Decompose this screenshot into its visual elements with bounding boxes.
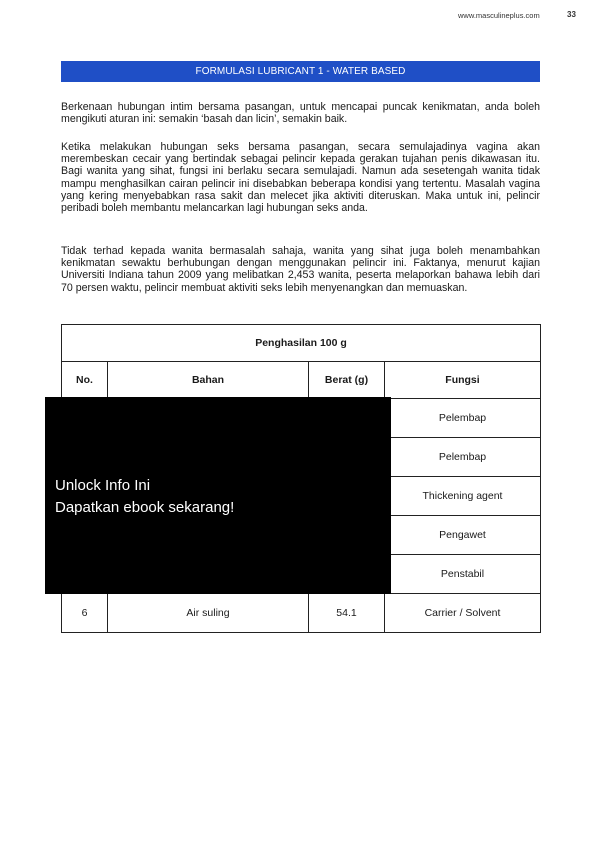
cell-fungsi: Penstabil xyxy=(385,555,541,594)
cell-fungsi: Thickening agent xyxy=(385,477,541,516)
cell-fungsi: Pengawet xyxy=(385,516,541,555)
paragraph-intro: Berkenaan hubungan intim bersama pasangan, untuk mencapai puncak kenikmatan, anda boleh mengikuti aturan ini: semakin ‘basah dan licin’, semakin baik. xyxy=(61,101,540,126)
cell-fungsi: Carrier / Solvent xyxy=(385,594,541,633)
page-number: 33 xyxy=(567,10,576,19)
cell-fungsi: Pelembap xyxy=(385,399,541,438)
cell-fungsi: Pelembap xyxy=(385,438,541,477)
paragraph-study: Tidak terhad kepada wanita bermasalah sahaja, wanita yang sihat juga boleh menambahkan kenikmatan sewaktu berhubungan dengan menggunakan pelincir ini. Faktanya, menurut kajian Universiti Indiana tahun 2009 yang melibatkan 2,453 wanita, peserta melaporkan bahawa lebih dari 70 persen waktu, pelincir membuat aktiviti seks lebih menyenangkan dan memuaskan. xyxy=(61,245,540,294)
header-url: www.masculineplus.com xyxy=(458,11,540,20)
cell-berat: 54.1 xyxy=(309,594,385,633)
cell-bahan: Air suling xyxy=(108,594,309,633)
ebook-cta-text: Dapatkan ebook sekarang! xyxy=(55,499,235,516)
column-header-fungsi: Fungsi xyxy=(385,362,541,399)
column-header-berat: Berat (g) xyxy=(309,362,385,399)
column-header-no: No. xyxy=(62,362,108,399)
unlock-overlay[interactable] xyxy=(45,397,391,594)
table-caption: Penghasilan 100 g xyxy=(62,325,541,362)
paragraph-natural-lubrication: Ketika melakukan hubungan seks bersama pasangan, secara semulajadinya vagina akan merembeskan cecair yang bertindak sebagai pelincir kepada gerakan tujahan penis dikawasan itu. Bagi wanita yang sihat, fungsi ini berlaku secara semulajadi. Namun ada sesetengah wanita tidak mampu menghasilkan cairan pelincir ini disebabkan beberapa kondisi yang tertentu. Masalah vagina yang kering menyebabkan rasa sakit dan melecet jika aktiviti diteruskan. Maka untuk ini, pelincir peribadi boleh membantu melancarkan lagi hubungan seks anda. xyxy=(61,141,540,215)
column-header-bahan: Bahan xyxy=(108,362,309,399)
section-title: FORMULASI LUBRICANT 1 - WATER BASED xyxy=(61,61,540,82)
cell-no: 6 xyxy=(62,594,108,633)
table-row xyxy=(62,594,541,633)
unlock-text: Unlock Info Ini xyxy=(55,477,151,494)
